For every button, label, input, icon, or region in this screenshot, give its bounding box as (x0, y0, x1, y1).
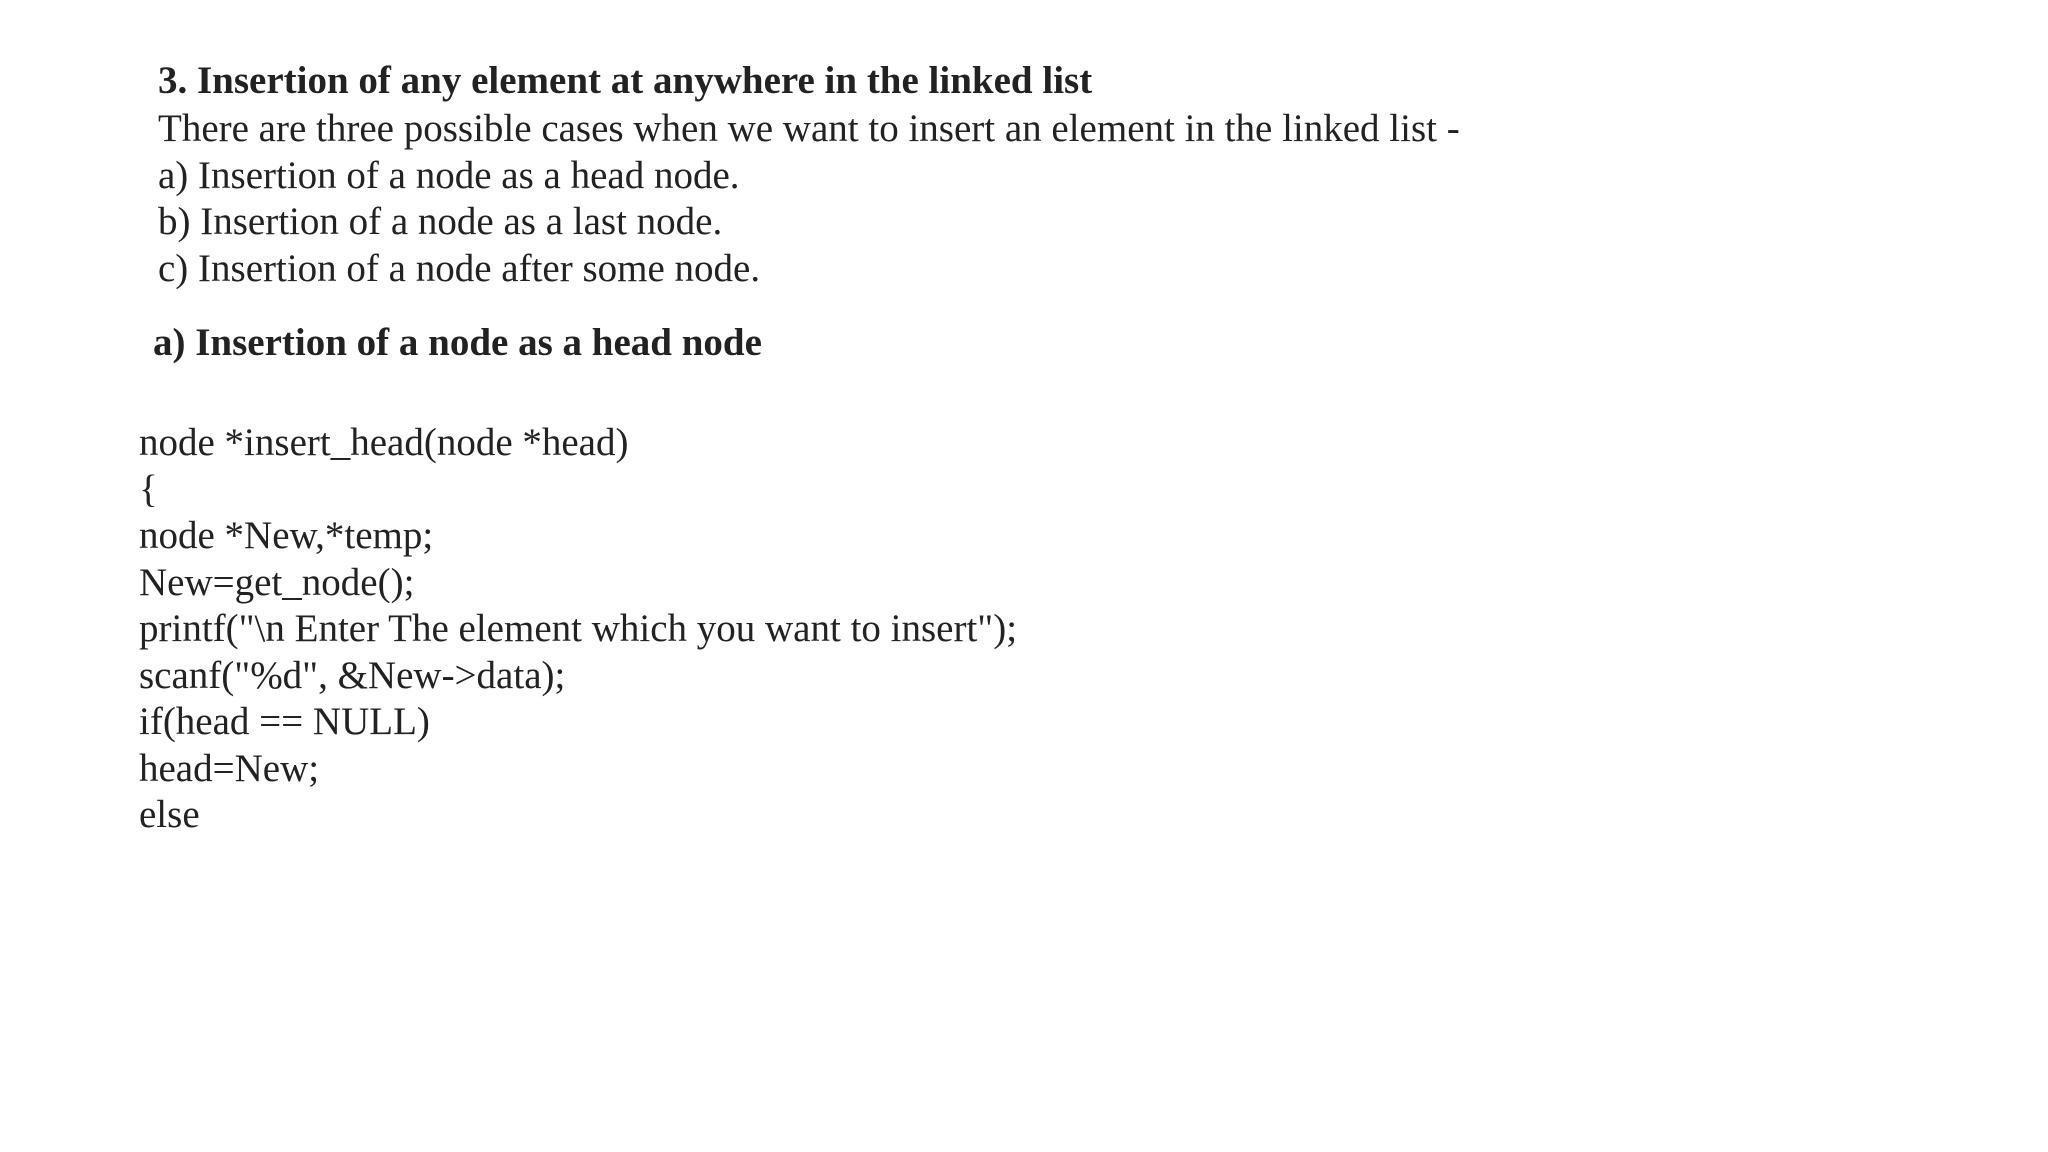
sub-heading: a) Insertion of a node as a head node (153, 321, 762, 364)
section-title: 3. Insertion of any element at anywhere in the linked list (158, 59, 1093, 102)
code-line: node *New,*temp; (139, 514, 434, 557)
code-line: scanf("%d", &New->data); (139, 653, 566, 697)
code-line: { (139, 467, 158, 511)
intro-line: c) Insertion of a node after some node. (158, 246, 761, 290)
code-line: node *insert_head(node *head) (139, 421, 629, 464)
intro-line: a) Insertion of a node as a head node. (158, 153, 740, 197)
code-line: head=New; (139, 746, 320, 790)
code-line: if(head == NULL) (139, 700, 430, 743)
intro-line: There are three possible cases when we want to insert an element in the linked list - (158, 107, 1460, 150)
code-block (139, 420, 1017, 839)
intro-line: b) Insertion of a node as a last node. (158, 200, 723, 243)
code-line: printf("\n Enter The element which you want to insert"); (139, 607, 1018, 650)
code-line: else (139, 793, 200, 836)
intro-text (158, 106, 1460, 292)
code-line: New=get_node(); (139, 560, 415, 604)
